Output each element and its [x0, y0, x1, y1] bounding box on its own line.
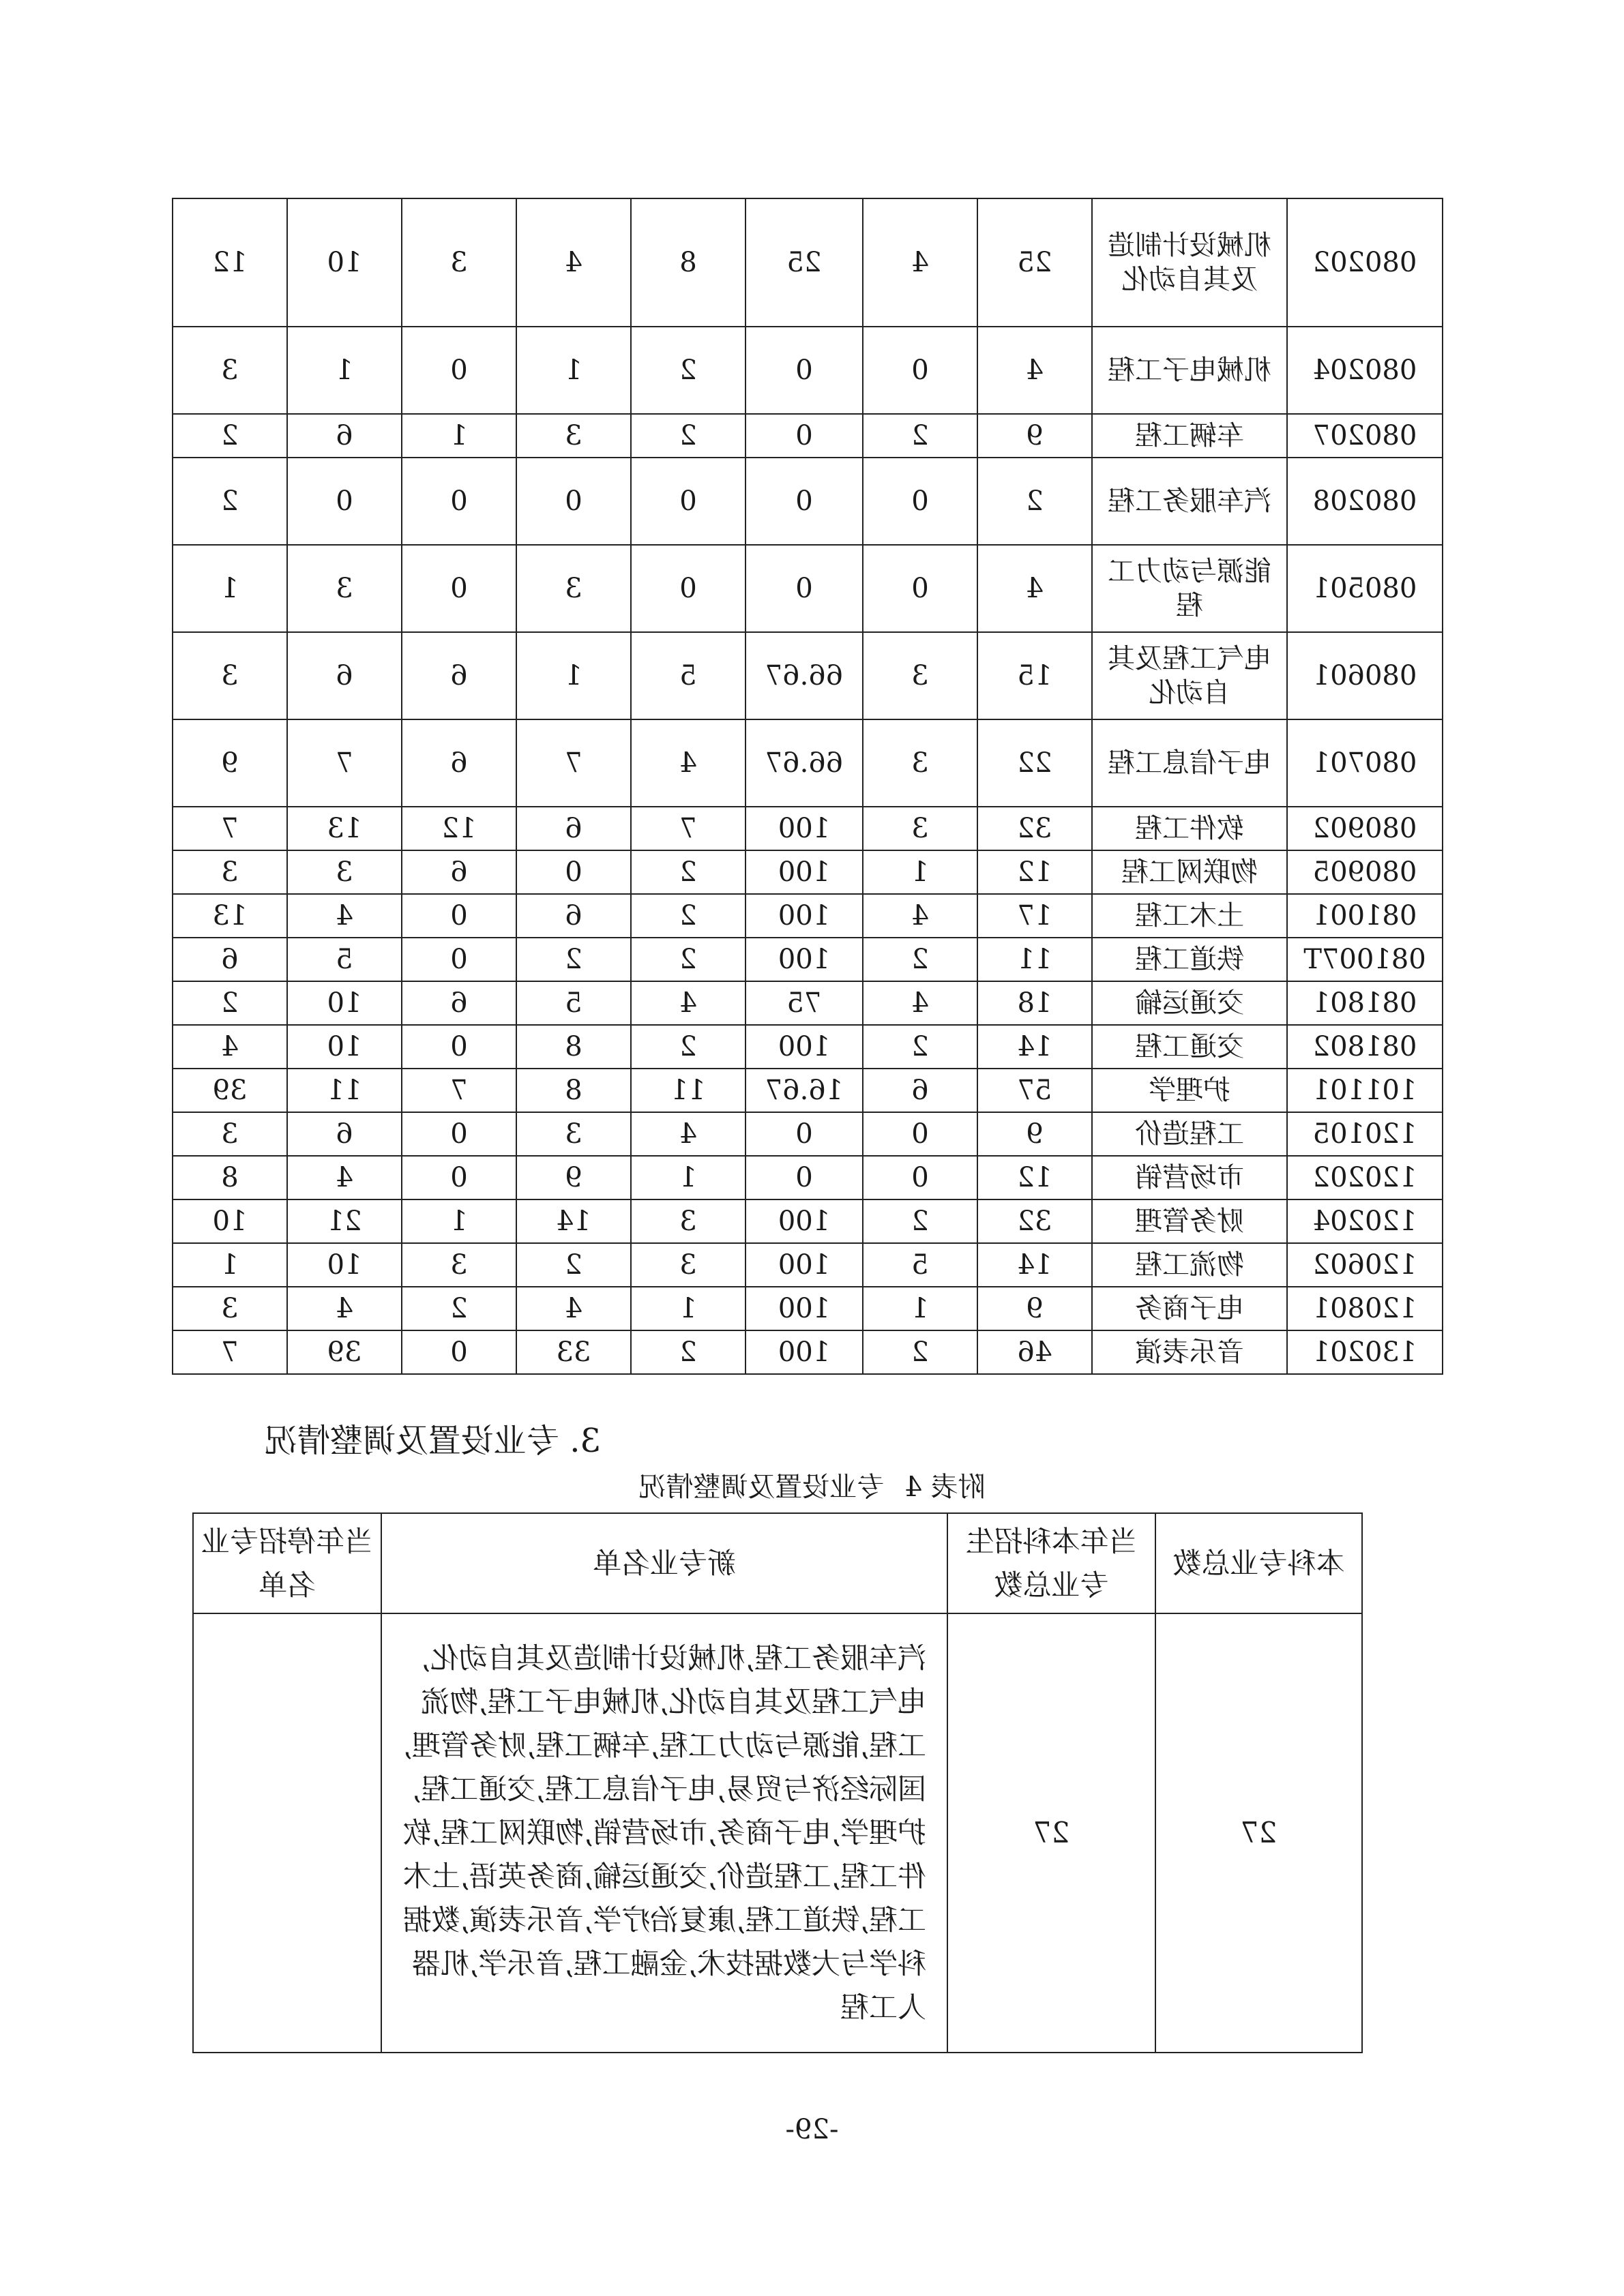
value-cell: 0: [402, 545, 516, 632]
value-cell: 4: [631, 981, 745, 1025]
major-name-cell: 音乐表演: [1092, 1330, 1287, 1374]
major-name-cell: 铁道工程: [1092, 938, 1287, 981]
value-cell: 14: [977, 1025, 1092, 1069]
value-cell: 4: [631, 1112, 745, 1156]
value-cell: 6: [516, 807, 631, 850]
value-cell: 1: [516, 327, 631, 414]
major-code-cell: 120105: [1287, 1112, 1443, 1156]
value-cell: 10: [287, 198, 402, 327]
value-cell: 13: [173, 894, 287, 938]
value-cell: 3: [173, 632, 287, 719]
value-cell: 6: [402, 981, 516, 1025]
value-cell: 2: [631, 327, 745, 414]
value-cell: 6: [287, 632, 402, 719]
value-cell: 46: [977, 1330, 1092, 1374]
value-cell: 0: [402, 1330, 516, 1374]
major-code-cell: 080202: [1287, 198, 1443, 327]
major-name-cell: 交通工程: [1092, 1025, 1287, 1069]
value-cell: 4: [516, 198, 631, 327]
value-cell: 0: [863, 1156, 977, 1199]
value-cell: 7: [516, 719, 631, 807]
table-row: [173, 198, 1443, 327]
value-cell: 100: [745, 807, 863, 850]
value-cell: 0: [745, 458, 863, 545]
value-cell: 0: [287, 458, 402, 545]
value-cell: 4: [631, 719, 745, 807]
table-row: [173, 894, 1443, 938]
table-row: [173, 414, 1443, 458]
value-cell: 13: [287, 807, 402, 850]
table-caption: [0, 1470, 1624, 1504]
value-cell: 0: [402, 458, 516, 545]
major-code-cell: 081802: [1287, 1025, 1443, 1069]
value-cell: 0: [863, 327, 977, 414]
major-code-cell: 080601: [1287, 632, 1443, 719]
value-cell: 0: [631, 458, 745, 545]
value-cell: 32: [977, 1199, 1092, 1243]
value-cell: 0: [745, 327, 863, 414]
table-row: [173, 545, 1443, 632]
value-cell: 6: [173, 938, 287, 981]
value-cell: 5: [631, 632, 745, 719]
value-cell: 3: [516, 545, 631, 632]
header-new-majors: 新专业名单: [381, 1513, 947, 1613]
major-code-cell: 120801: [1287, 1287, 1443, 1330]
value-cell: 3: [863, 719, 977, 807]
value-cell: 2: [173, 458, 287, 545]
value-cell: 4: [977, 545, 1092, 632]
value-cell: 18: [977, 981, 1092, 1025]
major-name-cell: 能源与动力工程: [1092, 545, 1287, 632]
value-cell: 7: [631, 807, 745, 850]
major-name-cell: 电子商务: [1092, 1287, 1287, 1330]
value-cell: 22: [977, 719, 1092, 807]
table-row: [173, 1330, 1443, 1374]
value-cell: 1: [631, 1156, 745, 1199]
section-number: 3.: [570, 1422, 601, 1460]
value-cell: 2: [863, 1330, 977, 1374]
value-cell: 4: [863, 894, 977, 938]
value-cell: 100: [745, 938, 863, 981]
table-row: [173, 1287, 1443, 1330]
value-cell: 4: [863, 198, 977, 327]
major-code-cell: 080701: [1287, 719, 1443, 807]
value-cell: 6: [516, 894, 631, 938]
value-cell: 16.67: [745, 1069, 863, 1112]
value-cell: 9: [977, 414, 1092, 458]
value-cell: 2: [631, 1330, 745, 1374]
value-cell: 4: [173, 1025, 287, 1069]
value-cell: 3: [631, 1199, 745, 1243]
value-cell: 4: [516, 1287, 631, 1330]
value-cell: 3: [402, 1243, 516, 1287]
value-cell: 100: [745, 894, 863, 938]
value-cell: 2: [977, 458, 1092, 545]
value-cell: 100: [745, 1025, 863, 1069]
value-cell: 2: [863, 1025, 977, 1069]
value-cell: 0: [745, 1156, 863, 1199]
value-cell: 4: [863, 981, 977, 1025]
major-name-cell: 市场营销: [1092, 1156, 1287, 1199]
value-cell: 3: [863, 632, 977, 719]
value-cell: 0: [516, 458, 631, 545]
value-cell: 5: [287, 938, 402, 981]
major-name-cell: 车辆工程: [1092, 414, 1287, 458]
value-cell: 0: [402, 938, 516, 981]
value-cell: 2: [402, 1287, 516, 1330]
value-cell: 1: [173, 1243, 287, 1287]
header-enrolling-majors: 当年本科招生专业总数: [947, 1513, 1155, 1613]
major-name-cell: 电气工程及其自动化: [1092, 632, 1287, 719]
major-name-cell: 机械电子工程: [1092, 327, 1287, 414]
major-code-cell: 120204: [1287, 1199, 1443, 1243]
value-cell: 1: [516, 632, 631, 719]
value-cell: 17: [977, 894, 1092, 938]
value-cell: 8: [631, 198, 745, 327]
major-name-cell: 财务管理: [1092, 1199, 1287, 1243]
value-cell: 3: [173, 1112, 287, 1156]
value-cell: 4: [977, 327, 1092, 414]
table-row: [193, 1613, 1362, 2053]
major-code-cell: 130201: [1287, 1330, 1443, 1374]
value-cell: 2: [863, 414, 977, 458]
value-cell: 3: [516, 1112, 631, 1156]
table-row: [173, 719, 1443, 807]
total-majors-value: 27: [1155, 1613, 1362, 2053]
major-code-cell: 081001: [1287, 894, 1443, 938]
value-cell: 4: [287, 1287, 402, 1330]
major-name-cell: 软件工程: [1092, 807, 1287, 850]
table-row: [173, 1156, 1443, 1199]
major-setting-table: [192, 1512, 1363, 2053]
value-cell: 2: [631, 850, 745, 894]
value-cell: 2: [863, 938, 977, 981]
value-cell: 6: [402, 632, 516, 719]
value-cell: 2: [173, 981, 287, 1025]
value-cell: 7: [287, 719, 402, 807]
value-cell: 3: [287, 850, 402, 894]
value-cell: 2: [631, 414, 745, 458]
header-total-majors: 本科专业总数: [1155, 1513, 1362, 1613]
value-cell: 1: [402, 414, 516, 458]
value-cell: 1: [863, 1287, 977, 1330]
value-cell: 2: [173, 414, 287, 458]
value-cell: 7: [173, 1330, 287, 1374]
table-row: [173, 1199, 1443, 1243]
section-title: 专业设置及调整情况: [264, 1422, 559, 1460]
value-cell: 100: [745, 1199, 863, 1243]
value-cell: 0: [516, 850, 631, 894]
value-cell: 2: [516, 938, 631, 981]
value-cell: 0: [745, 414, 863, 458]
major-code-cell: 120602: [1287, 1243, 1443, 1287]
caption-title: 专业设置及调整情况: [638, 1472, 885, 1503]
value-cell: 9: [977, 1287, 1092, 1330]
major-name-cell: 汽车服务工程: [1092, 458, 1287, 545]
value-cell: 0: [863, 458, 977, 545]
major-code-cell: 101101: [1287, 1069, 1443, 1112]
value-cell: 3: [173, 327, 287, 414]
value-cell: 2: [631, 938, 745, 981]
value-cell: 6: [402, 850, 516, 894]
major-name-cell: 工程造价: [1092, 1112, 1287, 1156]
table-row: [173, 850, 1443, 894]
value-cell: 12: [402, 807, 516, 850]
table-row: [173, 938, 1443, 981]
value-cell: 2: [516, 1243, 631, 1287]
value-cell: 66.67: [745, 632, 863, 719]
value-cell: 1: [287, 327, 402, 414]
value-cell: 10: [287, 981, 402, 1025]
major-code-cell: 120202: [1287, 1156, 1443, 1199]
major-name-cell: 物联网工程: [1092, 850, 1287, 894]
value-cell: 10: [173, 1199, 287, 1243]
value-cell: 10: [287, 1243, 402, 1287]
major-name-cell: 机械设计制造及其自动化: [1092, 198, 1287, 327]
value-cell: 1: [402, 1199, 516, 1243]
enrolling-majors-value: 27: [947, 1613, 1155, 2053]
header-stopped-majors: 当年停招专业名单: [193, 1513, 381, 1613]
value-cell: 4: [287, 1156, 402, 1199]
major-name-cell: 护理学: [1092, 1069, 1287, 1112]
value-cell: 1: [863, 850, 977, 894]
value-cell: 3: [173, 1287, 287, 1330]
table-row: [173, 1069, 1443, 1112]
table-row: [173, 632, 1443, 719]
value-cell: 12: [977, 1156, 1092, 1199]
value-cell: 6: [287, 1112, 402, 1156]
value-cell: 6: [863, 1069, 977, 1112]
value-cell: 0: [863, 1112, 977, 1156]
value-cell: 8: [516, 1025, 631, 1069]
value-cell: 3: [173, 850, 287, 894]
value-cell: 57: [977, 1069, 1092, 1112]
value-cell: 7: [402, 1069, 516, 1112]
stopped-majors-list: [193, 1613, 381, 2053]
value-cell: 0: [745, 545, 863, 632]
value-cell: 9: [516, 1156, 631, 1199]
value-cell: 100: [745, 1287, 863, 1330]
value-cell: 14: [977, 1243, 1092, 1287]
value-cell: 12: [977, 850, 1092, 894]
major-code-cell: 080902: [1287, 807, 1443, 850]
value-cell: 2: [863, 1199, 977, 1243]
value-cell: 25: [745, 198, 863, 327]
value-cell: 0: [402, 327, 516, 414]
table-header-row: [193, 1513, 1362, 1613]
value-cell: 0: [402, 1112, 516, 1156]
table-row: [173, 327, 1443, 414]
value-cell: 8: [516, 1069, 631, 1112]
value-cell: 9: [977, 1112, 1092, 1156]
value-cell: 39: [173, 1069, 287, 1112]
value-cell: 3: [863, 807, 977, 850]
value-cell: 0: [402, 1025, 516, 1069]
value-cell: 6: [287, 414, 402, 458]
value-cell: 5: [516, 981, 631, 1025]
value-cell: 3: [516, 414, 631, 458]
major-code-cell: 081801: [1287, 981, 1443, 1025]
value-cell: 11: [977, 938, 1092, 981]
value-cell: 25: [977, 198, 1092, 327]
new-majors-list: 汽车服务工程,机械设计制造及其自动化,电气工程及其自动化,机械电子工程,物流工程,能源与动力工程,车辆工程,财务管理,国际经济与贸易,电子信息工程,交通工程,护理学,电子商务,市场营销,物联网工程,软件工程,工程造价,交通运输,商务英语,土木工程,铁道工程,康复治疗学,音乐表演,数据科学与大数据技术,金融工程,音乐学,机器人工程: [381, 1613, 947, 2053]
major-code-cell: 080501: [1287, 545, 1443, 632]
value-cell: 100: [745, 1243, 863, 1287]
majors-statistics-table: [172, 198, 1443, 1375]
value-cell: 0: [402, 1156, 516, 1199]
value-cell: 8: [173, 1156, 287, 1199]
major-name-cell: 土木工程: [1092, 894, 1287, 938]
value-cell: 11: [287, 1069, 402, 1112]
value-cell: 12: [173, 198, 287, 327]
major-name-cell: 物流工程: [1092, 1243, 1287, 1287]
major-code-cell: 080207: [1287, 414, 1443, 458]
page-number: -29-: [785, 2114, 839, 2145]
value-cell: 0: [863, 545, 977, 632]
value-cell: 33: [516, 1330, 631, 1374]
major-code-cell: 080208: [1287, 458, 1443, 545]
value-cell: 2: [631, 1025, 745, 1069]
value-cell: 5: [863, 1243, 977, 1287]
value-cell: 3: [287, 545, 402, 632]
value-cell: 0: [631, 545, 745, 632]
value-cell: 100: [745, 850, 863, 894]
value-cell: 75: [745, 981, 863, 1025]
value-cell: 2: [631, 894, 745, 938]
value-cell: 100: [745, 1330, 863, 1374]
value-cell: 0: [402, 894, 516, 938]
value-cell: 21: [287, 1199, 402, 1243]
value-cell: 3: [402, 198, 516, 327]
table-row: [173, 458, 1443, 545]
value-cell: 1: [631, 1287, 745, 1330]
caption-label: 附表 4: [904, 1472, 986, 1503]
major-code-cell: 081007T: [1287, 938, 1443, 981]
value-cell: 9: [173, 719, 287, 807]
table-row: [173, 807, 1443, 850]
major-code-cell: 080905: [1287, 850, 1443, 894]
major-code-cell: 080204: [1287, 327, 1443, 414]
value-cell: 66.67: [745, 719, 863, 807]
value-cell: 15: [977, 632, 1092, 719]
major-name-cell: 电子信息工程: [1092, 719, 1287, 807]
section-heading: [265, 1420, 601, 1461]
table-row: [173, 1243, 1443, 1287]
value-cell: 0: [745, 1112, 863, 1156]
table-row: [173, 981, 1443, 1025]
table-row: [173, 1025, 1443, 1069]
value-cell: 32: [977, 807, 1092, 850]
value-cell: 7: [173, 807, 287, 850]
value-cell: 4: [287, 894, 402, 938]
value-cell: 3: [631, 1243, 745, 1287]
value-cell: 1: [173, 545, 287, 632]
value-cell: 39: [287, 1330, 402, 1374]
value-cell: 11: [631, 1069, 745, 1112]
table-row: [173, 1112, 1443, 1156]
value-cell: 14: [516, 1199, 631, 1243]
value-cell: 6: [402, 719, 516, 807]
value-cell: 10: [287, 1025, 402, 1069]
major-name-cell: 交通运输: [1092, 981, 1287, 1025]
